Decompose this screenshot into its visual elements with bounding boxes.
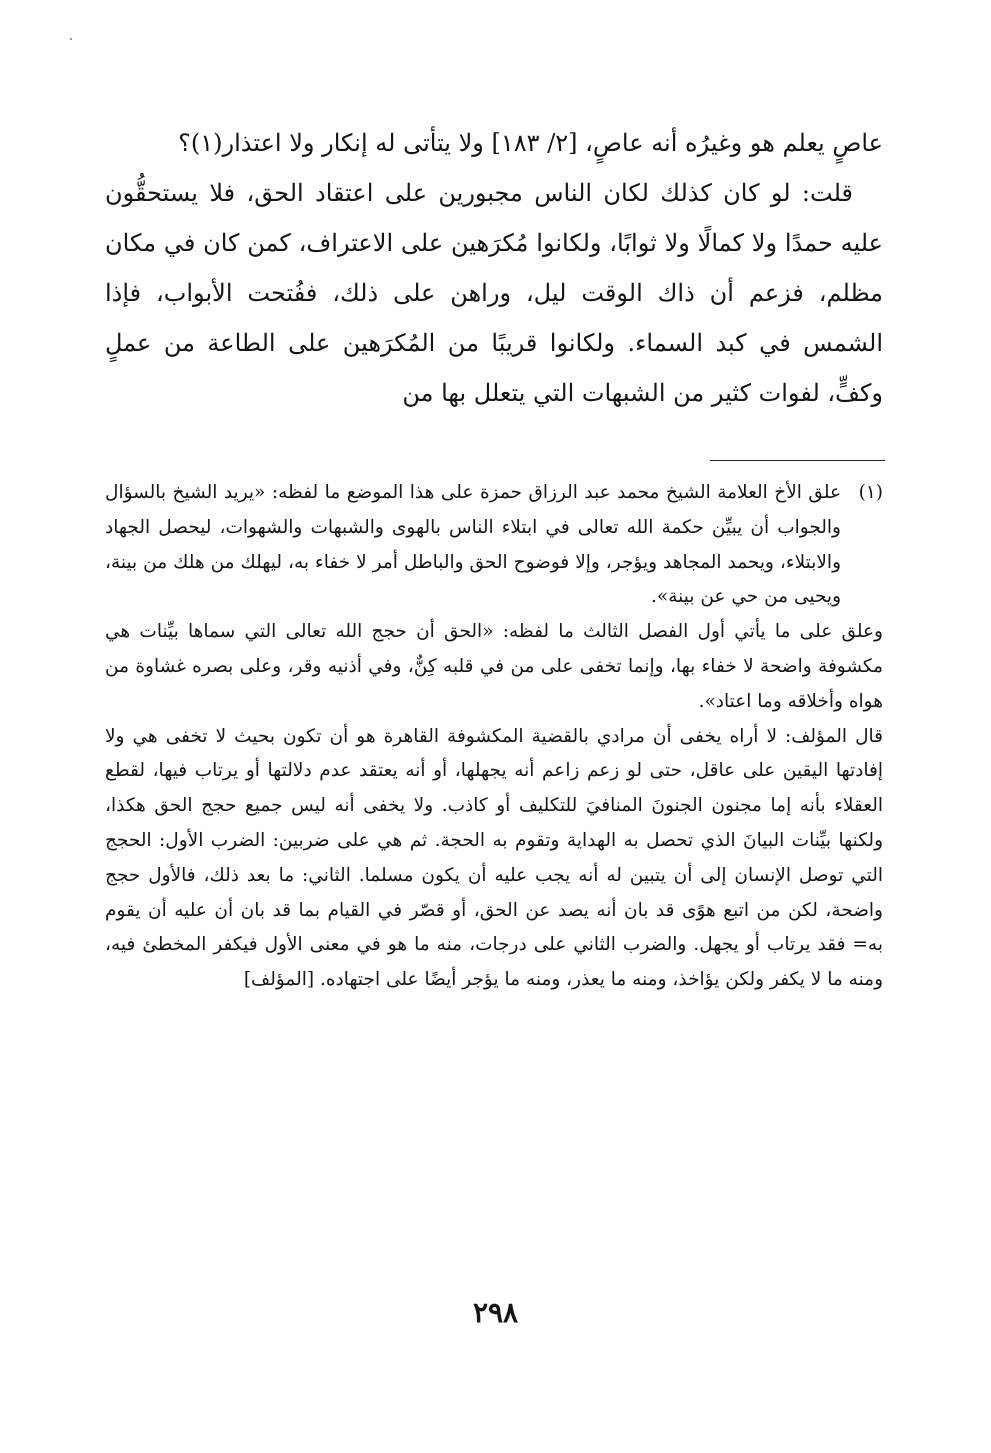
main-text-block [105,118,883,418]
footnote-paragraph-2: وعلق على ما يأتي أول الفصل الثالث ما لفظه: «الحق أن حجج الله تعالى التي سماها بيِّنات هي مكشوفة واضحة لا خفاء بها، وإنما تخفى على من في قلبه كِنٌّ، وفي أذنيه وقر، وعلى بصره غشاوة من هواه وأخلاقه وما اعتاد». [105,621,883,712]
footnote-marker: (١) [858,482,883,503]
page-number: ٢٩٨ [472,1296,519,1329]
footnote-1-text: علق الأخ العلامة الشيخ محمد عبد الرزاق حمزة على هذا الموضع ما لفظه: «يريد الشيخ بالسؤال والجواب أن يبيِّن حكمة الله تعالى في ابتلاء الناس بالهوى والشبهات والشهوات، ليحصل الجهاد والابتلاء، ويحمد المجاهد ويؤجر، وإلا فوضوح الحق والباطل أمر لا خفاء به، ليهلك من هلك من بينة، ويحيى من حي عن بينة». [105,482,841,608]
main-text-paragraph: قلت: لو كان كذلك لكان الناس مجبورين على اعتقاد الحق، فلا يستحقُّون عليه حمدًا ولا كمالًا ولا ثوابًا، ولكانوا مُكرَهين على الاعتراف، كمن كان في مكان مظلم، فزعم أن ذاك الوقت ليل، وراهن على ذلك، ففُتحت الأبواب، فإذا الشمس في كبد السماء. ولكانوا قريبًا من المُكرَهين على الطاعة من عملٍ وكفٍّ، لفوات كثير من الشبهات التي يتعلل بها من [105,179,884,407]
footnote-separator [710,460,885,461]
footnote-1 [105,476,883,615]
margin-mark [70,38,72,40]
footnotes-block [105,476,883,998]
footnote-paragraph-3: قال المؤلف: لا أراه يخفى أن مرادي بالقضية المكشوفة القاهرة هو أن تكون بحيث لا تخفى هي ولا إفادتها اليقين على عاقل، حتى لو زعم زاعم أنه يجهلها، أو أنه يعتقد عدم دلالتها أو يرتاب فيها، لقطع العقلاء بأنه إما مجنون الجنونَ المنافيَ للتكليف أو كاذب. ولا يخفى أنه ليس جميع حجج الحق هكذا، ولكنها بيِّنات البيانَ الذي تحصل به الهداية وتقوم به الحجة. ثم هي على ضربين: الضرب الأول: الحجج التي توصل الإنسان إلى أن يتبين له أنه يجب عليه أن يكون مسلما. الثاني: ما بعد ذلك، فالأول حجج واضحة، لكن من اتبع هوًى قد بان أنه يصد عن الحق، أو قصّر في القيام بما قد بان أن عليه أن يقوم به= فقد يرتاب أو يجهل. والضرب الثاني على درجات، منه ما هو في معنى الأول فيكفر المخطئ فيه، ومنه ما لا يكفر ولكن يؤاخذ، ومنه ما يعذر، ومنه ما يؤجر أيضًا على اجتهاده. [المؤلف] [105,725,883,991]
main-text-line-1: عاصٍ يعلم هو وغيرُه أنه عاصٍ، [٢/ ١٨٣] ولا يتأتى له إنكار ولا اعتذار(١)؟ [178,129,883,157]
